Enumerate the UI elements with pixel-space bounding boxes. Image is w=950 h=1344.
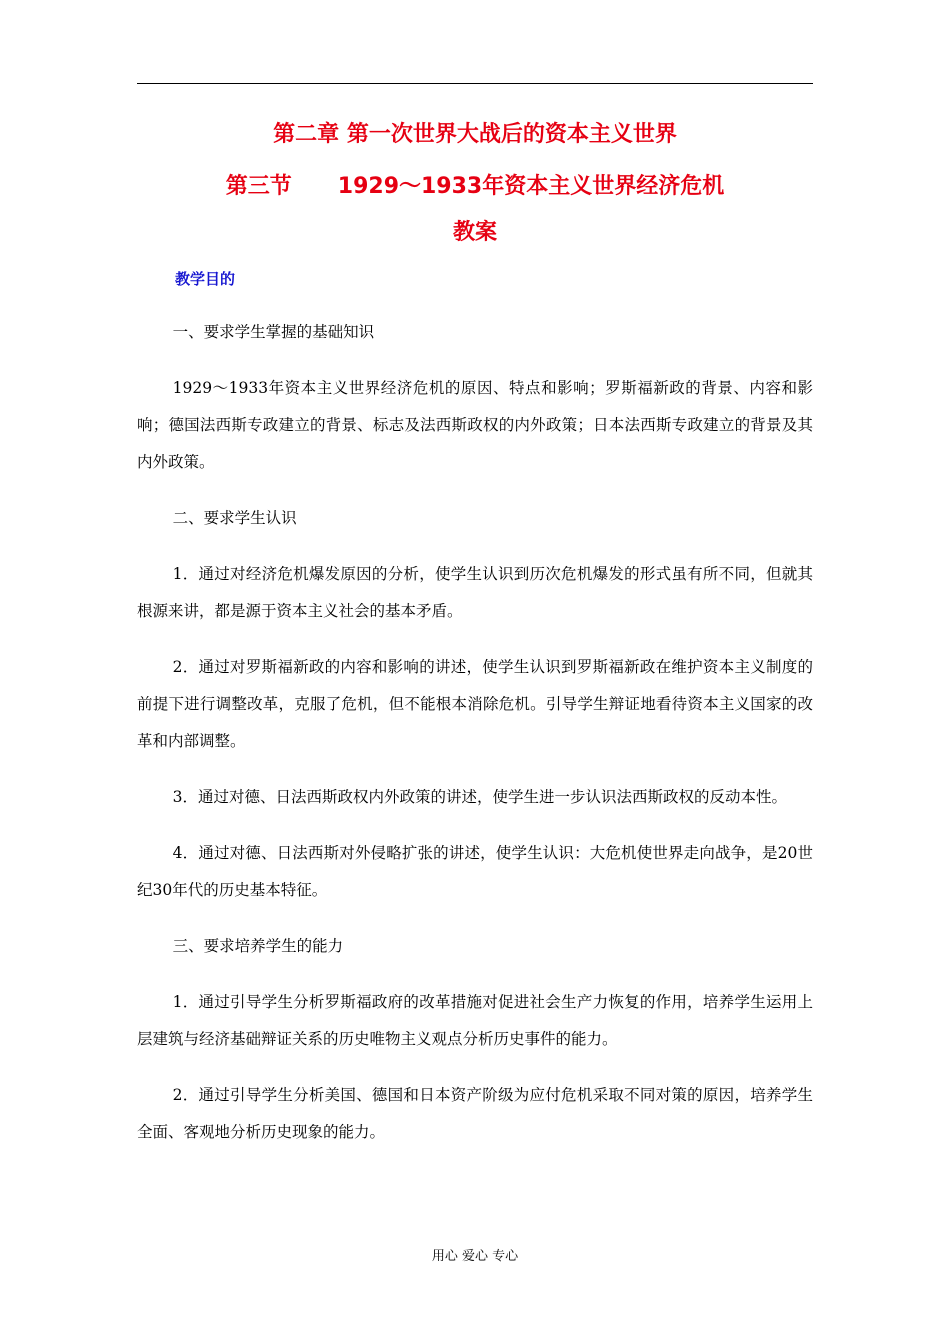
header-rule [137, 83, 813, 84]
section-title [137, 172, 813, 202]
section-number: 第三节 [225, 174, 292, 199]
page-footer: 用心 爱心 专心 [431, 1249, 519, 1264]
paragraph-ability-2: 2．通过引导学生分析美国、德国和日本资产阶级为应付危机采取不同对策的原因，培养学生全面、客观地分析历史现象的能力。 [137, 1086, 813, 1141]
paragraph-basic-knowledge: 1929～1933年资本主义世界经济危机的原因、特点和影响；罗斯福新政的背景、内容和影响；德国法西斯专政建立的背景、标志及法西斯政权的内外政策；日本法西斯专政建立的背景及其内外政策。 [137, 379, 813, 471]
subheading-abilities: 三、要求培养学生的能力 [172, 937, 344, 955]
paragraph-awareness-3: 3．通过对德、日法西斯政权内外政策的讲述，使学生进一步认识法西斯政权的反动本性。 [172, 788, 788, 806]
paragraph-awareness-2: 2．通过对罗斯福新政的内容和影响的讲述，使学生认识到罗斯福新政在维护资本主义制度的前提下进行调整改革，克服了危机，但不能根本消除危机。引导学生辩证地看待资本主义国家的改革和内部调整。 [137, 658, 813, 750]
teaching-objectives-heading: 教学目的 [175, 270, 236, 288]
paragraph-awareness-1: 1．通过对经济危机爆发原因的分析，使学生认识到历次危机爆发的形式虽有所不同，但就其根源来讲，都是源于资本主义社会的基本矛盾。 [137, 565, 813, 620]
section-name: 1929～1933年资本主义世界经济危机 [337, 174, 725, 199]
document-type-title: 教案 [452, 220, 497, 245]
paragraph-ability-1: 1．通过引导学生分析罗斯福政府的改革措施对促进社会生产力恢复的作用，培养学生运用上层建筑与经济基础辩证关系的历史唯物主义观点分析历史事件的能力。 [137, 993, 813, 1048]
subheading-basic-knowledge: 一、要求学生掌握的基础知识 [172, 323, 375, 341]
chapter-title: 第二章 第一次世界大战后的资本主义世界 [273, 122, 677, 147]
paragraph-awareness-4: 4．通过对德、日法西斯对外侵略扩张的讲述，使学生认识：大危机使世界走向战争，是20世纪30年代的历史基本特征。 [137, 844, 813, 899]
subheading-student-awareness: 二、要求学生认识 [172, 509, 297, 527]
